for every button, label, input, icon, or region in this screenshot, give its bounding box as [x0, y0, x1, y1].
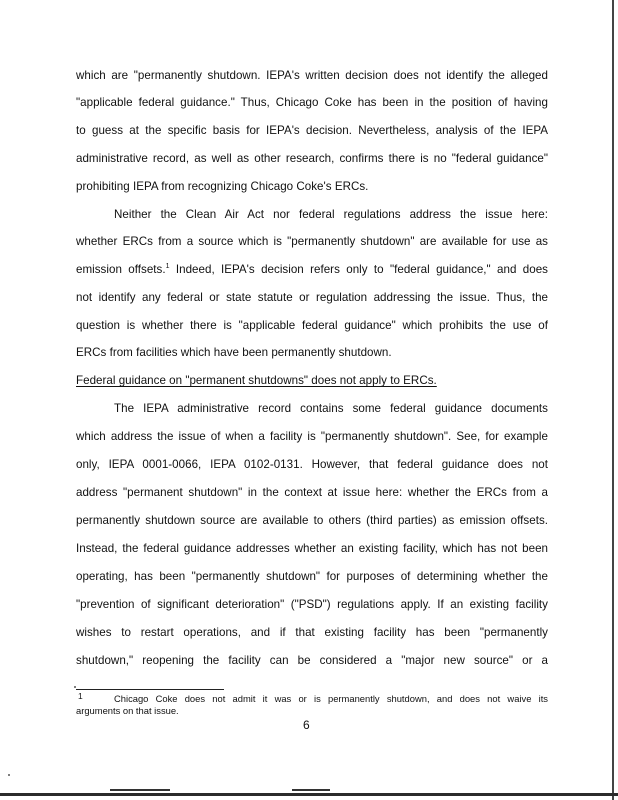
body-line: which are "permanently shutdown. IEPA's written decision does not identify the alleged	[76, 69, 548, 82]
scan-speck	[8, 774, 10, 776]
body-line: address "permanent shutdown" in the context at issue here: whether the ERCs from a	[76, 486, 548, 499]
body-text: emission offsets.	[76, 263, 166, 276]
body-line: administrative record, as well as other research, confirms there is no "federal guidance"	[76, 152, 548, 165]
body-line: which address the issue of when a facility is "permanently shutdown". See, for example	[76, 430, 548, 443]
body-line: whether ERCs from a source which is "permanently shutdown" are available for use as	[76, 235, 548, 248]
body-line: only, IEPA 0001-0066, IEPA 0102-0131. However, that federal guidance does not	[76, 458, 548, 471]
body-line: not identify any federal or state statute or regulation addressing the issue. Thus, the	[76, 291, 548, 304]
footnote-number: 1	[78, 691, 83, 701]
body-line: prohibiting IEPA from recognizing Chicago Coke's ERCs.	[76, 180, 369, 193]
body-line: operating, has been "permanently shutdown" for purposes of determining whether the	[76, 570, 548, 583]
footnote-line: Chicago Coke does not admit it was or is permanently shutdown, and does not waive its	[114, 693, 548, 704]
scan-mark	[292, 789, 330, 791]
body-line: Instead, the federal guidance addresses whether an existing facility, which has not been	[76, 542, 548, 555]
body-line: The IEPA administrative record contains some federal guidance documents	[114, 402, 548, 415]
body-line: "applicable federal guidance." Thus, Chicago Coke has been in the position of having	[76, 96, 548, 109]
footnote-separator	[76, 689, 224, 690]
footnote-reference: 1	[165, 263, 170, 270]
body-line: Neither the Clean Air Act nor federal regulations address the issue here:	[114, 208, 548, 221]
scan-edge	[612, 0, 614, 800]
page-number: 6	[303, 718, 310, 732]
body-line: shutdown," reopening the facility can be considered a "major new source" or a	[76, 654, 548, 667]
section-heading: Federal guidance on "permanent shutdowns" does not apply to ERCs.	[76, 374, 437, 387]
body-line-with-footnote-ref	[76, 263, 548, 277]
scan-mark	[110, 789, 170, 791]
body-line: ERCs from facilities which have been permanently shutdown.	[76, 346, 392, 359]
scan-bottom-rule	[0, 793, 618, 796]
scan-speck	[74, 686, 76, 688]
body-line: permanently shutdown source are available to others (third parties) as emission offsets.	[76, 514, 548, 527]
body-line: "prevention of significant deterioration" ("PSD") regulations apply. If an existing facility	[76, 598, 548, 611]
footnote-line: arguments on that issue.	[76, 705, 179, 716]
body-text: Indeed, IEPA's decision refers only to "federal guidance," and does	[169, 263, 548, 276]
body-line: to guess at the specific basis for IEPA's decision. Nevertheless, analysis of the IEPA	[76, 124, 548, 137]
body-line: question is whether there is "applicable federal guidance" which prohibits the use of	[76, 319, 548, 332]
body-line: wishes to restart operations, and if that existing facility has been "permanently	[76, 626, 548, 639]
